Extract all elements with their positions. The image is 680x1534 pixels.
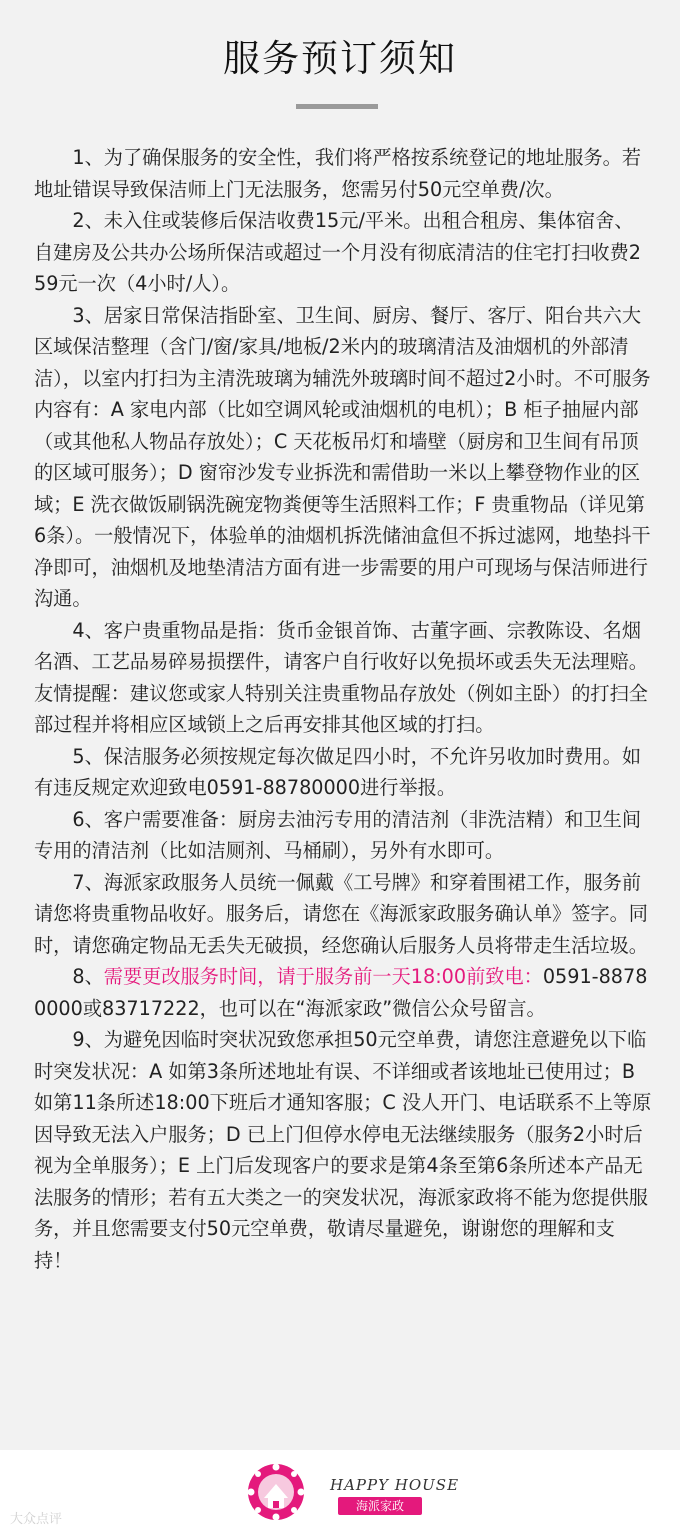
notice-item-8-highlight: 需要更改服务时间，请于服务前一天18:00前致电： (103, 965, 543, 988)
footer (0, 1450, 680, 1534)
notice-item-9: 9、为避免因临时突状况致您承担50元空单费，请您注意避免以下临时突发状况：A 如第3条所述地址有误、不详细或者该地址已使用过；B 如第11条所述18:00下班后才通知客服；C 没人开门、电话联系不上等原因导致无法入户服务；D 已上门但停水停电无法继续服务（服务2小时后视为全单服务）；E 上门后发现客户的要求是第4条至第6条所述本产品无法服务的情形；若有五大类之一的突发状况，海派家政将不能为您提供服务，并且您需要支付50元空单费，敬请尽量避免，谢谢您的理解和支持！ (34, 1028, 652, 1272)
notice-item-8-number: 8、 (72, 965, 104, 988)
notice-item-2: 2、未入住或装修后保洁收费15元/平米。出租合租房、集体宿舍、自建房及公共办公场所保洁或超过一个月没有彻底清洁的住宅打扫收费259元一次（4小时/人）。 (34, 209, 642, 295)
brand-name-chinese: 海派家政 (338, 1497, 422, 1515)
page-title: 服务预订须知 (223, 37, 457, 80)
dianping-watermark: 大众点评 (10, 1512, 63, 1527)
notice-item-6: 6、客户需要准备：厨房去油污专用的清洁剂（非洗洁精）和卫生间专用的清洁剂（比如洁厕剂、马桶刷），另外有水即可。 (34, 807, 642, 862)
notice-content (34, 142, 652, 1276)
notice-item-8 (34, 961, 652, 1024)
brand-name-english: HAPPY HOUSE (330, 1476, 460, 1494)
notice-item-3: 3、居家日常保洁指卧室、卫生间、厨房、餐厅、客厅、阳台共六大区域保洁整理（含门/窗/家具/地板/2米内的玻璃清洁及油烟机的外部清洁），以室内打扫为主清洗玻璃为辅洗外玻璃时间不超过2小时。不可服务内容有：A 家电内部（比如空调风轮或油烟机的电机）；B 柜子抽屉内部（或其他私人物品存放处）；C 天花板吊灯和墙壁（厨房和卫生间有吊顶的区域可服务）；D 窗帘沙发专业拆洗和需借助一米以上攀登物作业的区域；E 洗衣做饭刷锅洗碗宠物粪便等生活照料工作；F 贵重物品（详见第6条）。一般情况下，体验单的油烟机拆洗储油盒但不拆过滤网，地垫抖干净即可，油烟机及地垫清洁方面有进一步需要的用户可现场与保洁师进行沟通。 (34, 303, 651, 610)
notice-item-4: 4、客户贵重物品是指：货币金银首饰、古董字画、宗教陈设、名烟名酒、工艺品易碎易损摆件，请客户自行收好以免损坏或丢失无法理赔。友情提醒：建议您或家人特别关注贵重物品存放处（例如主卧）的打扫全部过程并将相应区域锁上之后再安排其他区域的打扫。 (34, 618, 648, 736)
notice-item-8-rest: 0591-88780000或83717222，也可以在“海派家政”微信公众号留言。 (34, 965, 648, 1020)
title-divider (296, 104, 378, 109)
happy-house-logo-icon (244, 1460, 308, 1524)
notice-item-7: 7、海派家政服务人员统一佩戴《工号牌》和穿着围裙工作，服务前请您将贵重物品收好。服务后，请您在《海派家政服务确认单》签字。同时，请您确定物品无丢失无破损，经您确认后服务人员将带走生活垃圾。 (34, 870, 648, 957)
notice-item-5: 5、保洁服务必须按规定每次做足四小时，不允许另收加时费用。如有违反规定欢迎致电0591-88780000进行举报。 (34, 744, 642, 799)
notice-item-1: 1、为了确保服务的安全性，我们将严格按系统登记的地址服务。若地址错误导致保洁师上门无法服务，您需另付50元空单费/次。 (34, 146, 642, 201)
